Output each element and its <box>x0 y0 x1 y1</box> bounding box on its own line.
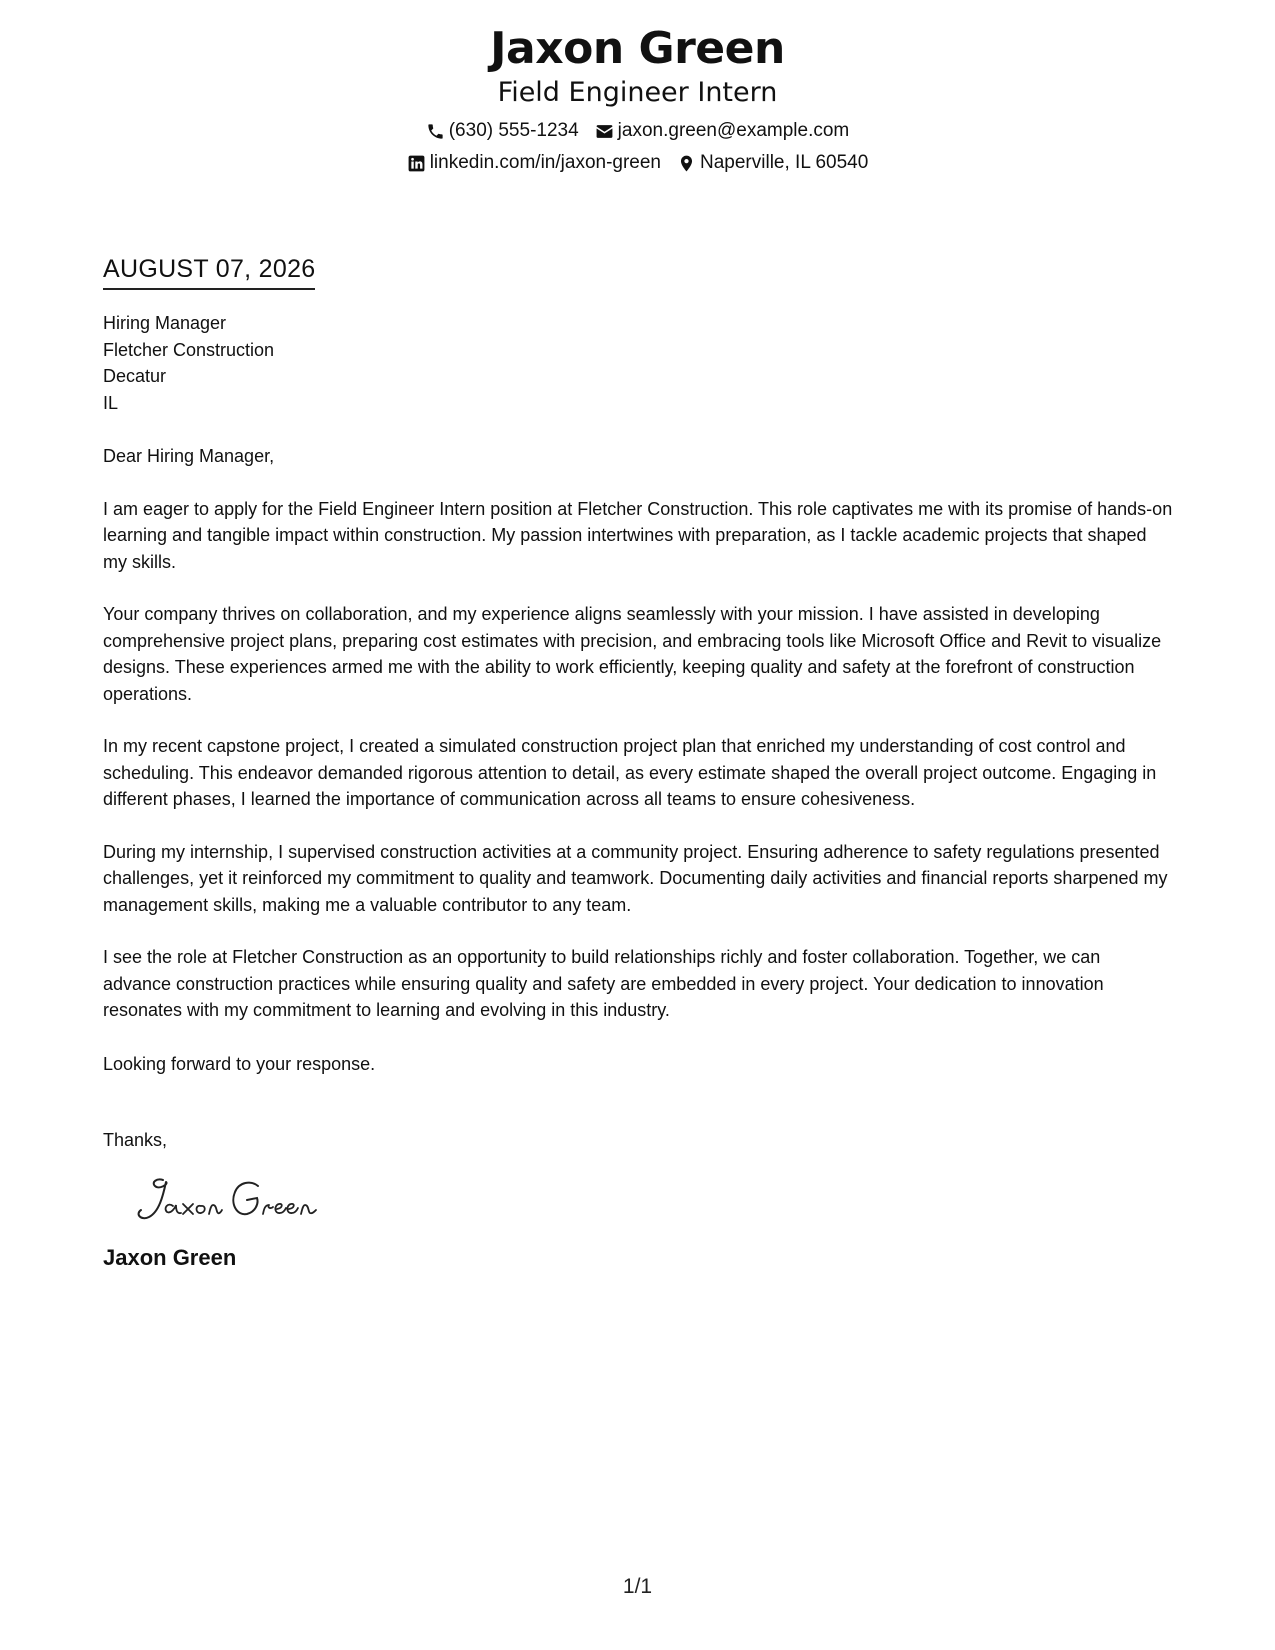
contact-phone[interactable] <box>426 115 579 147</box>
linkedin-icon <box>407 154 426 173</box>
email-text: jaxon.green@example.com <box>617 120 850 141</box>
letter-date: AUGUST 07, 2026 <box>103 252 315 290</box>
recipient-line: Hiring Manager <box>103 313 227 333</box>
contact-row-2 <box>0 147 1275 179</box>
signed-name: Jaxon Green <box>103 1244 237 1270</box>
body-paragraph: During my internship, I supervised construction activities at a community project. Ensuring adherence to safety regulations presented challenges, yet it reinforced my commitment to quality and teamwork. Documenting daily activities and financial reports sharpened my management skills, making me a valuable contributor to any team. <box>103 841 1168 915</box>
recipient-line: IL <box>103 392 119 413</box>
body-paragraph: In my recent capstone project, I created a simulated construction project plan that enriched my understanding of cost control and scheduling. This endeavor demanded rigorous attention to detail, as every estimate shaped the overall project outcome. Engaging in different phases, I learned the importance of communication across all teams to ensure cohesiveness. <box>103 736 1157 809</box>
contact-location <box>677 147 868 179</box>
recipient-line: Fletcher Construction <box>103 339 275 360</box>
linkedin-text: linkedin.com/in/jaxon-green <box>429 152 661 173</box>
body-paragraph: Your company thrives on collaboration, and my experience aligns seamlessly with your mission. I have assisted in developing comprehensive project plans, preparing cost estimates with precision, and embracing tools like Microsoft Office and Revit to visualize designs. These experiences armed me with the ability to work efficiently, keeping quality and safety at the forefront of construction operations. <box>103 604 1162 704</box>
envelope-icon <box>595 122 614 141</box>
body-paragraph: I am eager to apply for the Field Engineer Intern position at Fletcher Construction. This role captivates me with its promise of hands-on learning and tangible impact within construction. My passion intertwines with preparation, as I tackle academic projects that shaped my skills. <box>103 498 1173 572</box>
signoff: Thanks, <box>103 1130 168 1150</box>
contact-linkedin[interactable] <box>407 147 661 179</box>
page-number: 1/1 <box>622 1575 653 1598</box>
recipient-block <box>103 310 1173 416</box>
greeting: Dear Hiring Manager, <box>103 446 275 466</box>
applicant-name: Jaxon Green <box>490 23 785 74</box>
applicant-title: Field Engineer Intern <box>497 77 778 108</box>
body-paragraph: I see the role at Fletcher Construction as an opportunity to build relationships richly and foster collaboration. Together, we can advance construction practices while ensuring quality and safety are embedded in every project. Your dedication to innovation resonates with my commitment to learning and evolving in this industry. <box>103 947 1104 1020</box>
phone-text: (630) 555-1234 <box>448 120 579 141</box>
location-text: Naperville, IL 60540 <box>700 152 869 173</box>
letter-body <box>103 252 1173 1272</box>
phone-icon <box>426 122 445 141</box>
contact-email[interactable] <box>595 115 850 147</box>
contact-row-1 <box>0 115 1275 147</box>
letter-header <box>0 20 1275 179</box>
handwritten-signature <box>133 1172 343 1228</box>
recipient-line: Decatur <box>103 366 167 386</box>
map-pin-icon <box>677 154 696 173</box>
closing-line: Looking forward to your response. <box>103 1053 376 1074</box>
